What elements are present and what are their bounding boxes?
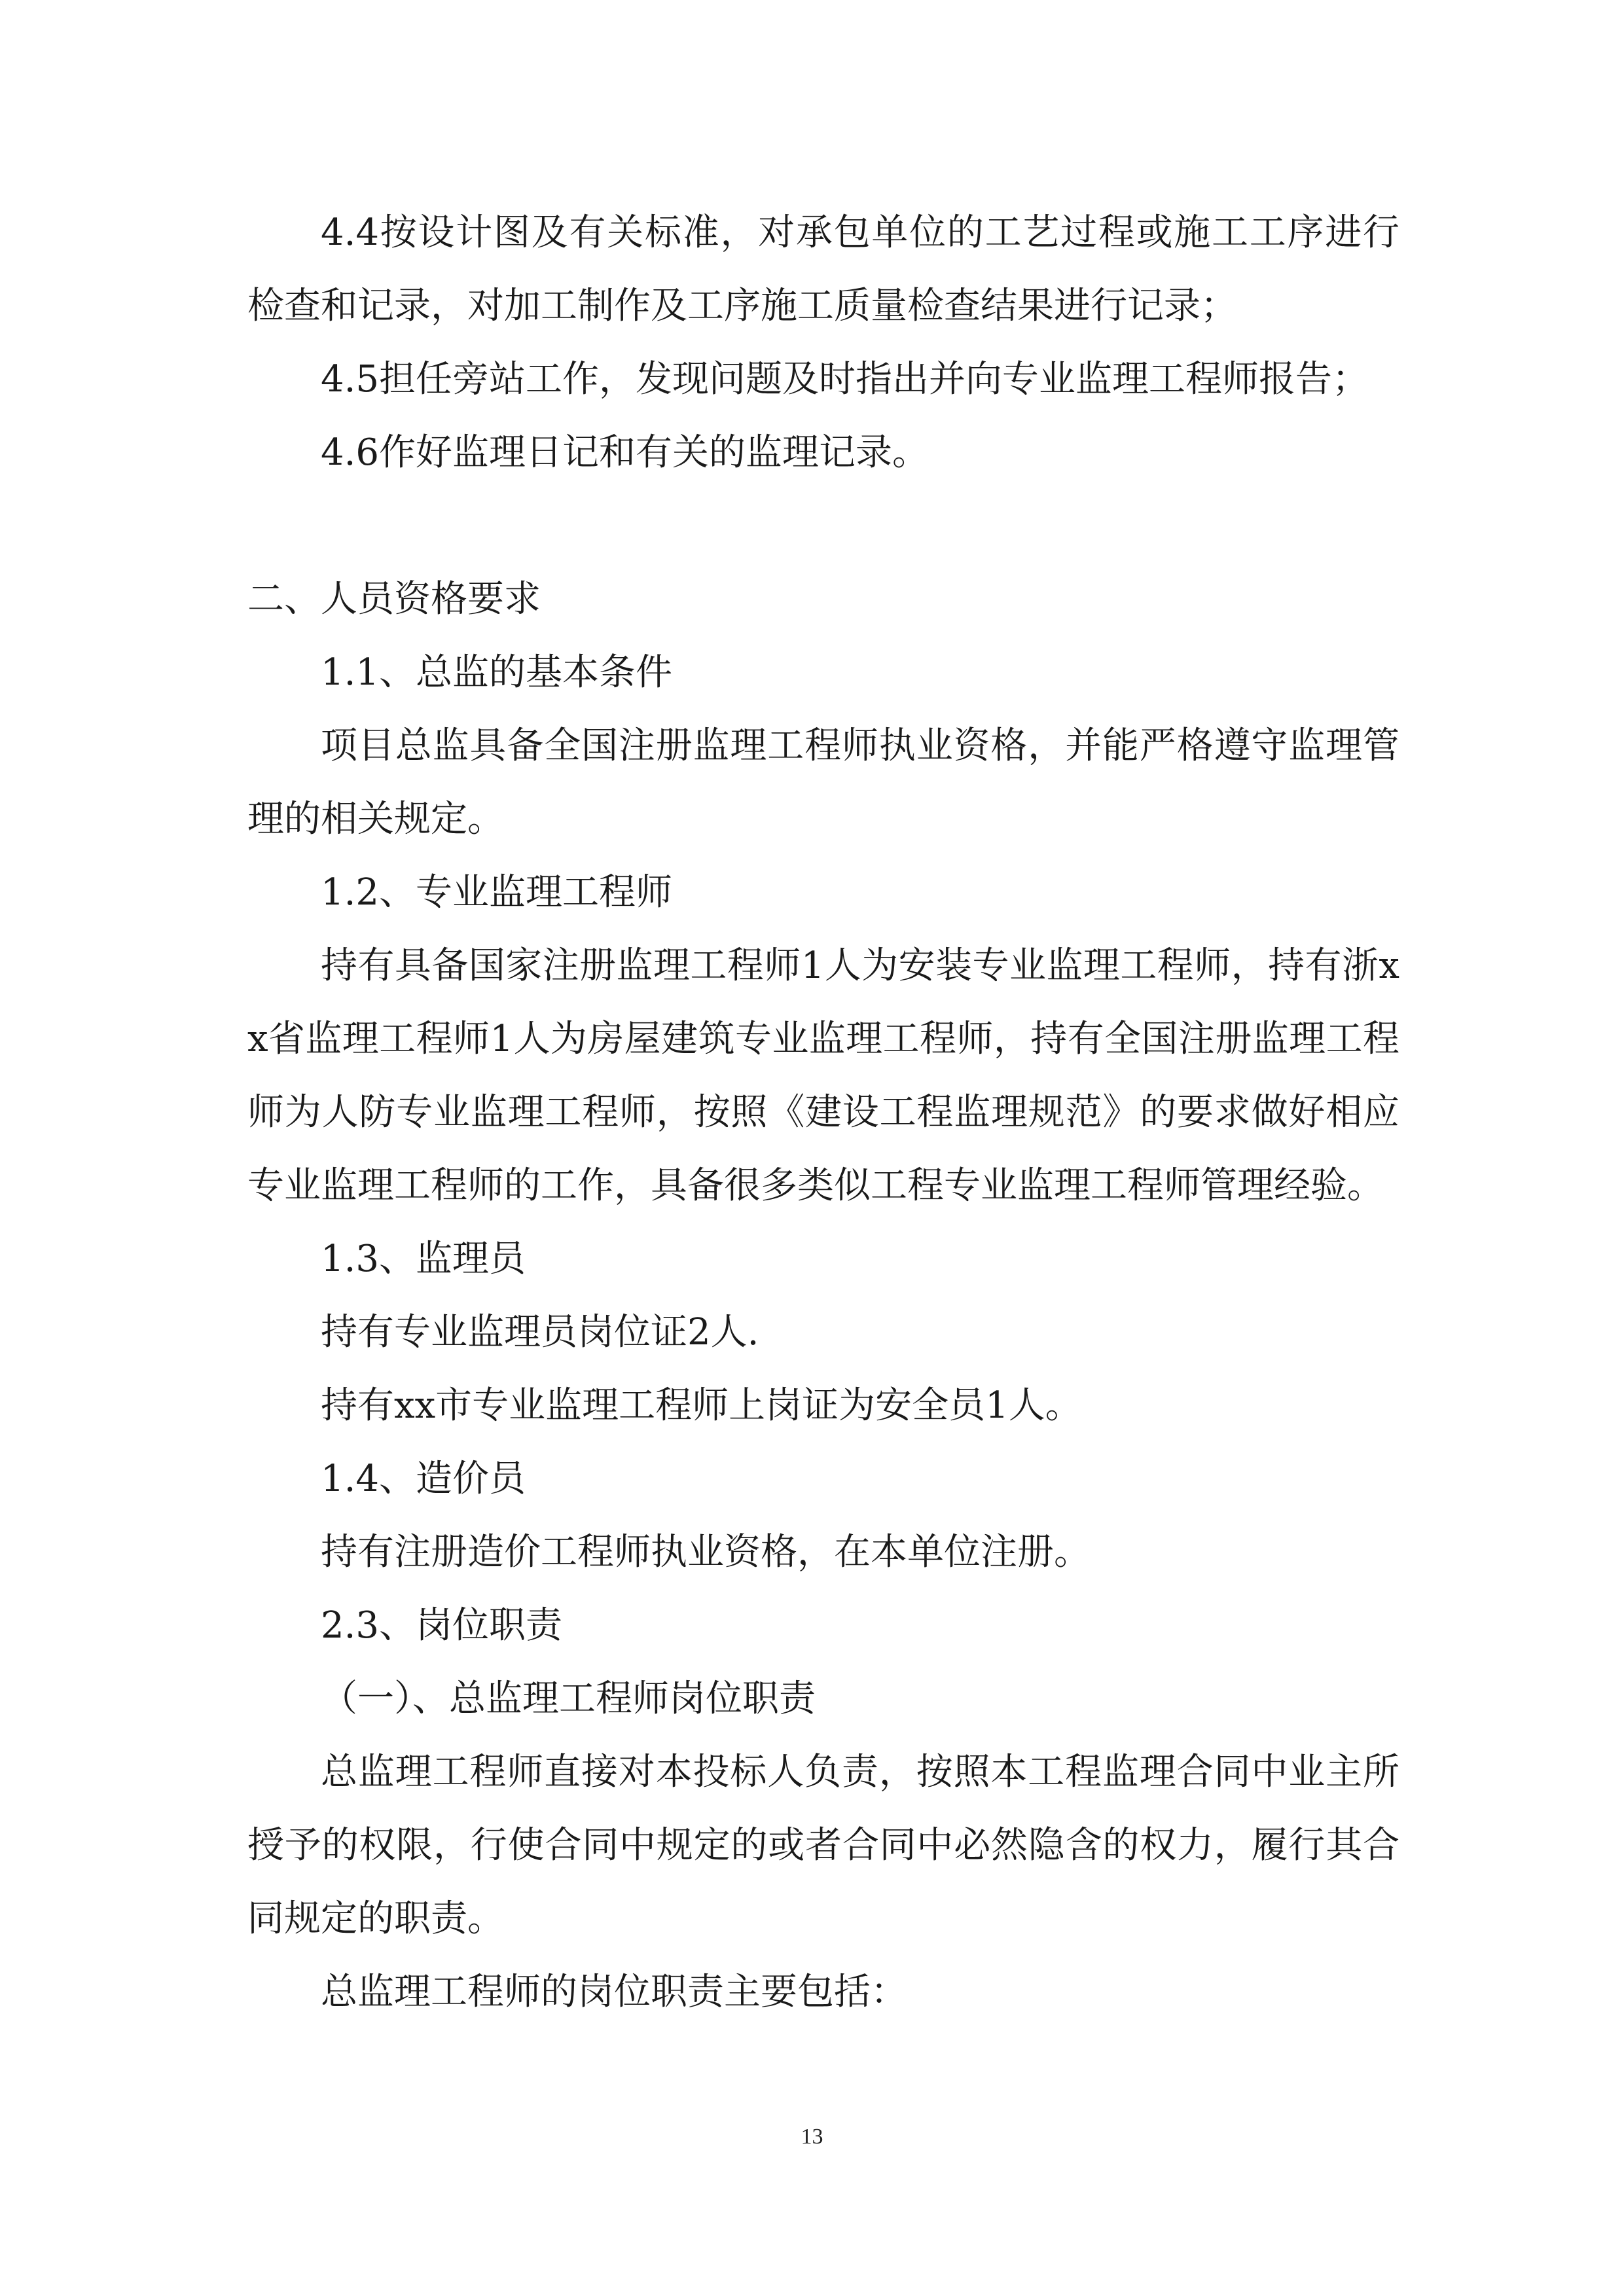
subheading-professional-supervising-engineer: 1.2、专业监理工程师 [321, 871, 673, 914]
page-number: 13 [801, 2125, 823, 2149]
paragraph-chief-supervisor-qualification: 项目总监具备全国注册监理工程师执业资格，并能严格遵守监理管理的相关规定。 [247, 725, 1399, 840]
subheading-chief-supervisor-conditions: 1.1、总监的基本条件 [321, 651, 673, 694]
paragraph-professional-supervising-engineer: 持有具备国家注册监理工程师1人为安装专业监理工程师，持有浙xx省监理工程师1人为房屋建筑专业监理工程师，持有全国注册监理工程师为人防专业监理工程师，按照《建设工程监理规范》的要求做好相应专业监理工程师的工作，具备很多类似工程专业监理工程师管理经验。 [247, 944, 1399, 1207]
subheading-job-responsibilities: 2.3、岗位职责 [321, 1604, 563, 1647]
subheading-chief-supervising-engineer-responsibilities: （一）、总监理工程师岗位职责 [321, 1677, 816, 1720]
subheading-supervisor: 1.3、监理员 [321, 1238, 526, 1280]
paragraph-supervisor-certificate: 持有专业监理员岗位证2人. [321, 1311, 759, 1354]
paragraph-4-6: 4.6作好监理日记和有关的监理记录。 [321, 431, 929, 474]
section-heading-personnel-qualifications: 二、人员资格要求 [247, 578, 541, 620]
document-body [247, 196, 1399, 2029]
paragraph-4-4: 4.4按设计图及有关标准，对承包单位的工艺过程或施工工序进行检查和记录，对加工制作及工序施工质量检查结果进行记录； [247, 211, 1399, 327]
paragraph-chief-engineer-duties-intro: 总监理工程师的岗位职责主要包括： [321, 1971, 907, 2013]
paragraph-chief-engineer-accountability: 总监理工程师直接对本投标人负责，按照本工程监理合同中业主所授予的权限，行使合同中规定的或者合同中必然隐含的权力，履行其合同规定的职责。 [247, 1751, 1399, 1940]
section-spacer [247, 490, 1399, 563]
subheading-cost-engineer: 1.4、造价员 [321, 1458, 526, 1500]
paragraph-4-5: 4.5担任旁站工作，发现问题及时指出并向专业监理工程师报告； [321, 358, 1369, 401]
paragraph-safety-officer-certificate: 持有xx市专业监理工程师上岗证为安全员1人。 [321, 1384, 1082, 1427]
paragraph-cost-engineer-qualification: 持有注册造价工程师执业资格，在本单位注册。 [321, 1531, 1091, 1573]
